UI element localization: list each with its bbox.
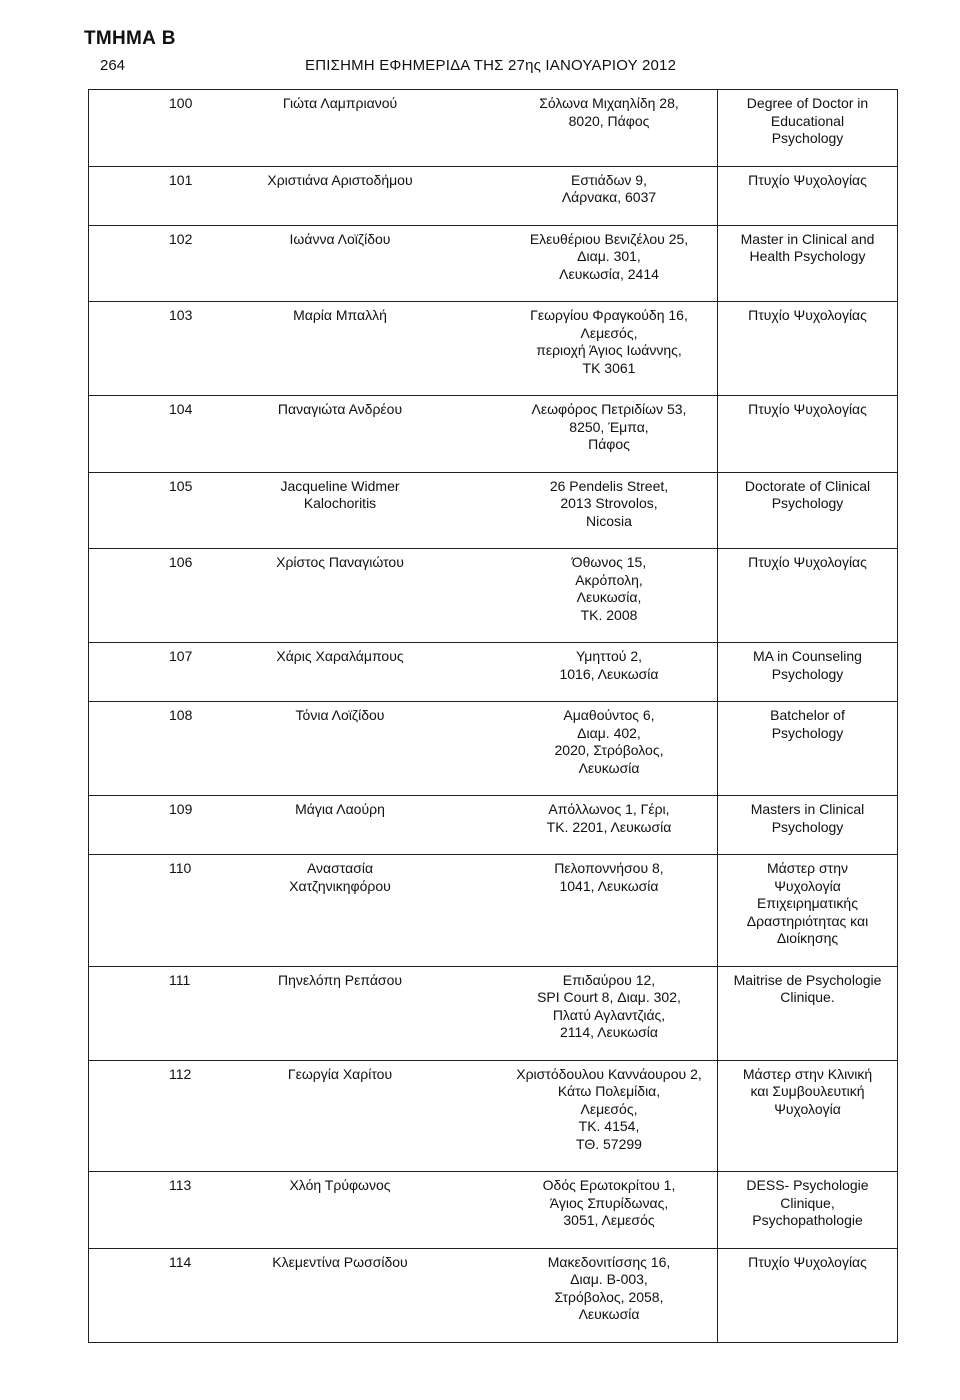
qualification-line: Μάστερ στην Κλινική: [742, 1065, 873, 1082]
qualification-line: Psychology: [771, 130, 844, 146]
person-address-line: 8250, Έμπα,: [569, 418, 649, 435]
person-address: [501, 549, 717, 642]
qualification: [717, 1061, 897, 1172]
person-name-line: Αναστασία: [306, 860, 374, 876]
person-address-line: Διαμ. 301,: [577, 248, 641, 264]
person-name: [209, 967, 501, 1060]
qualification-line: Batchelor of: [770, 707, 845, 723]
qualification-line: Psychopathologie: [752, 1212, 863, 1228]
qualification-line: Degree of Doctor in: [746, 95, 869, 111]
person-address: [501, 855, 717, 966]
person-address: [501, 302, 717, 395]
qualification: [717, 473, 897, 549]
qualification-line: Psychology: [771, 724, 844, 741]
person-name: [209, 473, 501, 549]
person-address-line: Διαμ. Β-003,: [570, 1271, 648, 1287]
person-address-line: 26 Pendelis Street,: [549, 477, 669, 494]
person-address: [501, 1061, 717, 1172]
person-address-line: 8020, Πάφος: [568, 112, 650, 129]
person-name: [209, 396, 501, 472]
row-number: 104: [169, 401, 193, 417]
row-number: 114: [169, 1253, 192, 1270]
table-row: [89, 1248, 897, 1342]
qualification: [717, 967, 897, 1060]
table-row: [89, 966, 897, 1060]
table-row: [89, 1171, 897, 1248]
qualification-line: Ψυχολογία: [774, 877, 841, 894]
qualification-line: Clinique,: [780, 1194, 835, 1211]
person-name: [209, 643, 501, 701]
person-address-line: Απόλλωνος 1, Γέρι,: [548, 801, 670, 817]
qualification: [717, 90, 897, 166]
person-address-line: SPI Court 8, Διαμ. 302,: [537, 989, 681, 1005]
qualification-line: Μάστερ στην: [767, 860, 848, 876]
row-number: 110: [169, 860, 192, 876]
person-name: [209, 1061, 501, 1172]
person-address-line: περιοχή Άγιος Ιωάννης,: [536, 342, 682, 358]
person-address-line: 3051, Λεμεσός: [563, 1212, 655, 1228]
person-address-line: Υμηττού 2,: [575, 648, 643, 664]
table-row: [89, 854, 897, 966]
page-number: 264: [100, 57, 126, 74]
person-address-line: Διαμ. 402,: [577, 724, 641, 741]
row-number: 105: [169, 477, 193, 494]
person-address: [501, 702, 717, 795]
person-address-line: Γεωργίου Φραγκούδη 16,: [530, 307, 688, 323]
person-address-line: Σόλωνα Μιχαηλίδη 28,: [539, 95, 679, 111]
person-address-line: Εστιάδων 9,: [570, 171, 647, 188]
row-number: 111: [169, 971, 191, 988]
person-address-line: Nicosia: [586, 512, 632, 529]
qualification-line: Masters in Clinical: [750, 801, 865, 817]
row-number: 101: [169, 171, 193, 188]
person-name-line: Jacqueline Widmer: [280, 477, 400, 494]
person-name-line: Κλεμεντίνα Ρωσσίδου: [272, 1253, 408, 1270]
qualification: [717, 1172, 897, 1248]
person-address-line: Λάρνακα, 6037: [561, 189, 657, 205]
qualification: [717, 796, 897, 854]
qualification: [717, 302, 897, 395]
qualification-line: Doctorate of Clinical: [744, 477, 871, 494]
qualification: [717, 549, 897, 642]
person-address-line: Πάφος: [588, 436, 630, 452]
person-address: [501, 1172, 717, 1248]
qualification-line: Πτυχίο Ψυχολογίας: [748, 171, 867, 188]
row-number: 102: [169, 230, 193, 247]
qualification-line: Master in Clinical and: [740, 230, 875, 247]
table-row: [89, 89, 897, 166]
table-row: [89, 642, 897, 701]
table-row: [89, 225, 897, 302]
row-number: 108: [169, 707, 193, 723]
qualification-line: Πτυχίο Ψυχολογίας: [748, 307, 867, 323]
qualification: [717, 1249, 897, 1342]
person-name: [209, 796, 501, 854]
table-row: [89, 301, 897, 395]
table-row: [89, 395, 897, 472]
qualification-line: Ψυχολογία: [774, 1100, 841, 1117]
qualification-line: DESS- Psychologie: [746, 1177, 869, 1193]
person-address: [501, 643, 717, 701]
person-address-line: Λευκωσία: [578, 1306, 640, 1322]
person-address-line: Πλατύ Αγλαντζιάς,: [552, 1006, 666, 1023]
person-address-line: Λευκωσία, 2414: [559, 265, 659, 282]
person-address: [501, 90, 717, 166]
qualification: [717, 702, 897, 795]
person-address-line: Χριστόδουλου Καννάουρου 2,: [516, 1065, 702, 1082]
person-name: [209, 1249, 501, 1342]
person-name: [209, 855, 501, 966]
person-address: [501, 967, 717, 1060]
qualification: [717, 855, 897, 966]
registry-table: [88, 89, 898, 1343]
qualification-line: και Συμβουλευτική: [750, 1083, 865, 1099]
person-address-line: Λευκωσία: [578, 759, 640, 776]
person-address-line: Λεωφόρος Πετριδίων 53,: [531, 401, 687, 417]
person-address-line: Στρόβολος, 2058,: [554, 1288, 664, 1305]
person-address-line: Κάτω Πολεμίδια,: [557, 1083, 661, 1099]
person-name-line: Γεωργία Χαρίτου: [287, 1065, 393, 1082]
person-address-line: Λεμεσός,: [580, 324, 638, 341]
person-address-line: Άγιος Σπυρίδωνας,: [549, 1194, 669, 1211]
person-name-line: Πηνελόπη Ρεπάσου: [277, 971, 403, 988]
qualification-line: Psychology: [771, 495, 844, 511]
person-name-line: Μάγια Λαούρη: [295, 801, 385, 817]
person-name-line: Χρίστος Παναγιώτου: [276, 554, 404, 570]
qualification-line: Επιχειρηματικής: [757, 895, 858, 911]
qualification: [717, 226, 897, 302]
person-address-line: Μακεδονιτίσσης 16,: [547, 1253, 671, 1270]
row-number: 107: [169, 648, 193, 664]
qualification-line: Διοίκησης: [776, 930, 839, 946]
row-number: 100: [169, 95, 193, 111]
person-address: [501, 473, 717, 549]
person-name: [209, 1172, 501, 1248]
section-title: ΤΜΗΜΑ Β: [84, 28, 176, 49]
person-address-line: Όθωνος 15,: [571, 554, 647, 570]
person-address: [501, 1249, 717, 1342]
person-name: [209, 702, 501, 795]
person-name: [209, 226, 501, 302]
person-address-line: Οδός Ερωτοκρίτου 1,: [542, 1177, 676, 1193]
person-name: [209, 302, 501, 395]
qualification: [717, 643, 897, 701]
qualification-line: Πτυχίο Ψυχολογίας: [748, 1253, 867, 1270]
qualification-line: Δραστηριότητας και: [746, 912, 869, 929]
qualification-line: Educational: [770, 112, 845, 129]
qualification-line: Psychology: [771, 818, 844, 835]
person-address-line: 2020, Στρόβολος,: [554, 742, 664, 758]
table-row: [89, 795, 897, 854]
person-name-line: Μαρία Μπαλλή: [293, 307, 387, 323]
person-address: [501, 167, 717, 225]
person-address-line: Πελοποννήσου 8,: [554, 860, 664, 876]
person-name-line: Παναγιώτα Ανδρέου: [277, 401, 403, 417]
person-name-line: Χλόη Τρύφωνος: [289, 1177, 391, 1193]
person-name-line: Kalochoritis: [303, 495, 377, 511]
person-address-line: 2114, Λευκωσία: [560, 1024, 658, 1040]
row-number: 106: [169, 554, 193, 570]
qualification: [717, 167, 897, 225]
qualification: [717, 396, 897, 472]
qualification-line: Πτυχίο Ψυχολογίας: [748, 401, 867, 417]
person-address-line: Λεμεσός,: [580, 1100, 638, 1117]
person-address-line: Λευκωσία,: [576, 589, 642, 605]
qualification-line: Clinique.: [780, 989, 835, 1005]
table-row: [89, 472, 897, 549]
person-address-line: Ελευθέριου Βενιζέλου 25,: [529, 230, 689, 247]
row-number: 103: [169, 307, 193, 323]
person-address-line: Επιδαύρου 12,: [562, 971, 656, 988]
person-name-line: Χατζηνικηφόρου: [289, 877, 391, 894]
table-row: [89, 166, 897, 225]
table-row: [89, 701, 897, 795]
person-address: [501, 396, 717, 472]
person-address-line: 1041, Λευκωσία: [559, 877, 659, 894]
qualification-line: Psychology: [771, 665, 844, 682]
person-address-line: 2013 Strovolos,: [560, 495, 658, 511]
row-number: 113: [169, 1177, 192, 1193]
person-name: [209, 167, 501, 225]
row-number: 109: [169, 801, 193, 817]
row-number: 112: [169, 1065, 192, 1082]
person-address-line: ΤΚ. 2201, Λευκωσία: [546, 818, 672, 835]
person-name-line: Γιώτα Λαμπριανού: [282, 95, 398, 111]
qualification-line: MA in Counseling: [753, 648, 862, 664]
qualification-line: Health Psychology: [749, 248, 866, 264]
person-name-line: Ιωάννα Λοϊζίδου: [289, 230, 391, 247]
qualification-line: Maitrise de Psychologie: [733, 971, 882, 988]
person-address: [501, 796, 717, 854]
person-address: [501, 226, 717, 302]
person-name-line: Τόνια Λοϊζίδου: [295, 707, 385, 723]
gazette-header: ΕΠΙΣΗΜΗ ΕΦΗΜΕΡΙΔΑ ΤΗΣ 27ης ΙΑΝΟΥΑΡΙΟΥ 2012: [305, 57, 677, 74]
person-address-line: ΤΚ. 4154,: [578, 1118, 640, 1134]
qualification-line: Πτυχίο Ψυχολογίας: [748, 554, 867, 570]
person-address-line: 1016, Λευκωσία: [559, 665, 659, 682]
person-name: [209, 549, 501, 642]
person-address-line: Ακρόπολη,: [575, 571, 643, 588]
person-address-line: ΤΘ. 57299: [576, 1135, 642, 1152]
person-address-line: ΤΚ. 2008: [580, 606, 638, 623]
person-name: [209, 90, 501, 166]
table-row: [89, 1060, 897, 1172]
person-address-line: Αμαθούντος 6,: [563, 707, 655, 723]
person-name-line: Χριστιάνα Αριστοδήμου: [267, 171, 413, 188]
person-name-line: Χάρις Χαραλάμπους: [276, 648, 404, 664]
table-row: [89, 548, 897, 642]
person-address-line: ΤΚ 3061: [582, 359, 636, 376]
